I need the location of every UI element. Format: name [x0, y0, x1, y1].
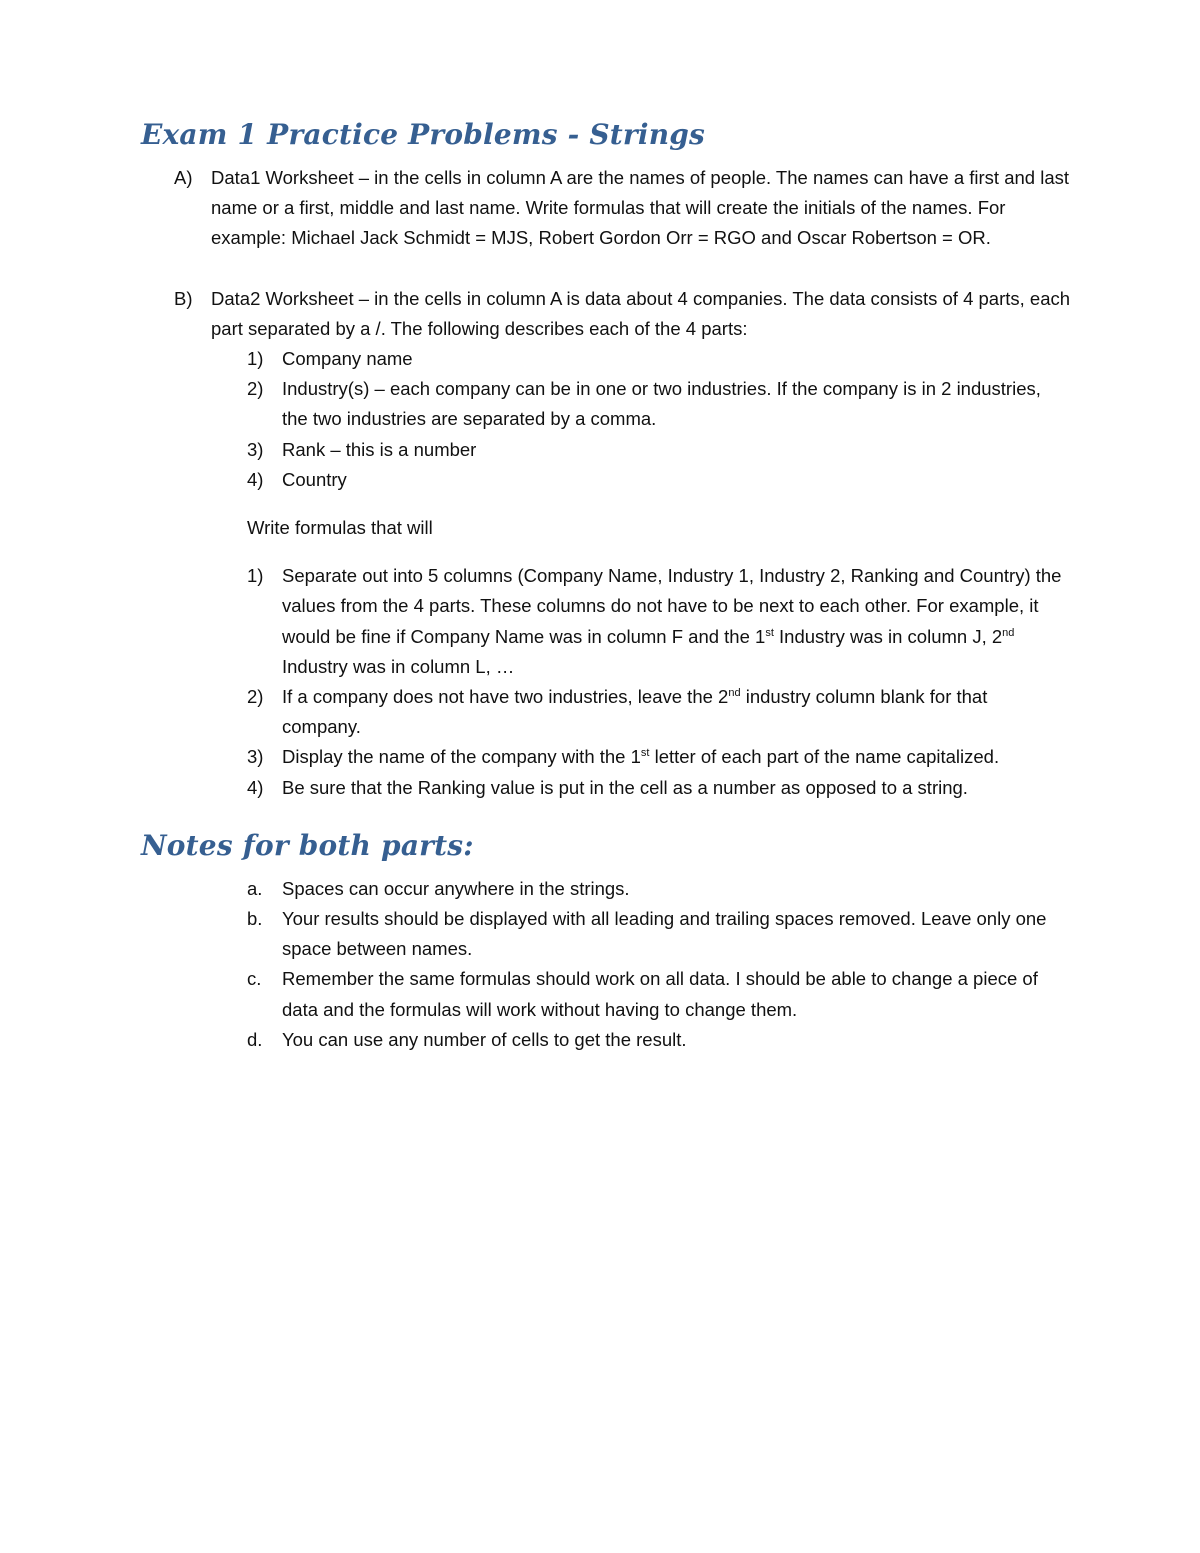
spacer — [141, 543, 1071, 561]
note-marker: d. — [247, 1028, 263, 1050]
note-text: Spaces can occur anywhere in the strings. — [282, 877, 630, 899]
note-text: You can use any number of cells to get the result. — [282, 1028, 687, 1050]
ordinal-suffix: nd — [1002, 626, 1015, 639]
page-title: Exam 1 Practice Problems - Strings — [141, 118, 706, 151]
spacer — [141, 254, 1071, 284]
section-a-text: Data1 Worksheet – in the cells in column A are the names of people. The names can have a first and last name or a first, middle and last name. Write formulas that will create the initials of the names. For example: Michael Jack Schmidt = MJS, Robert Gordon Orr = RGO and Oscar Robertson = OR. — [211, 167, 1070, 249]
note-item — [141, 904, 1071, 964]
section-a-marker: A) — [174, 167, 193, 188]
task-text: If a company does not have two industries, leave the 2 — [282, 686, 729, 708]
part-marker: 4) — [247, 468, 264, 490]
document-body — [141, 118, 1071, 1055]
note-marker: a. — [247, 877, 263, 899]
note-marker: c. — [247, 968, 262, 990]
part-item — [141, 435, 1071, 465]
ordinal-suffix: st — [765, 626, 774, 639]
part-text: Industry(s) – each company can be in one or two industries. If the company is in 2 industries, the two industries are separated by a comma. — [282, 378, 1041, 430]
section-b-marker: B) — [174, 287, 193, 309]
part-text: Rank – this is a number — [282, 438, 477, 460]
task-item — [141, 742, 1071, 772]
task-marker: 1) — [247, 565, 264, 587]
task-text: Industry was in column L, … — [282, 655, 515, 677]
note-text: Your results should be displayed with all leading and trailing spaces removed. Leave only one space between names. — [282, 908, 1047, 960]
task-text: Display the name of the company with the 1 — [282, 746, 641, 768]
task-item — [141, 561, 1071, 682]
task-text: Be sure that the Ranking value is put in the cell as a number as opposed to a string. — [282, 776, 968, 798]
task-text: letter of each part of the name capitalized. — [649, 746, 1000, 768]
section-a — [141, 163, 1071, 254]
note-item — [141, 1025, 1071, 1055]
tasks-lead: Write formulas that will — [247, 517, 433, 539]
ordinal-suffix: nd — [728, 686, 741, 699]
section-b-text: Data2 Worksheet – in the cells in column A is data about 4 companies. The data consists of 4 parts, each part separated by a /. The following describes each of the 4 parts: — [211, 287, 1071, 339]
task-marker: 3) — [247, 746, 264, 768]
part-item — [141, 374, 1071, 434]
part-text: Country — [282, 468, 347, 490]
task-marker: 4) — [247, 776, 264, 798]
note-item — [141, 874, 1071, 904]
task-text: Industry was in column J, 2 — [773, 625, 1003, 647]
part-item — [141, 465, 1071, 495]
part-marker: 2) — [247, 378, 264, 400]
note-item — [141, 964, 1071, 1024]
note-marker: b. — [247, 908, 263, 930]
task-item — [141, 682, 1071, 742]
note-text: Remember the same formulas should work on all data. I should be able to change a piece of data and the formulas will work without having to change them. — [282, 968, 1038, 1020]
part-item — [141, 344, 1071, 374]
spacer — [141, 495, 1071, 513]
notes-heading: Notes for both parts: — [141, 828, 474, 862]
part-marker: 3) — [247, 438, 264, 460]
task-item — [141, 773, 1071, 803]
part-text: Company name — [282, 348, 413, 370]
task-marker: 2) — [247, 686, 264, 708]
section-b — [141, 284, 1071, 344]
task-text: Separate out into 5 columns (Company Name, Industry 1, Industry 2, Ranking and Country) the values from the 4 parts. These columns do not have to be next to each other. For example, it would be fine if Company Name was in column F and the 1 — [282, 565, 1062, 647]
part-marker: 1) — [247, 348, 264, 370]
ordinal-suffix: st — [640, 747, 650, 760]
task-text: industry column blank for that company. — [282, 686, 988, 738]
